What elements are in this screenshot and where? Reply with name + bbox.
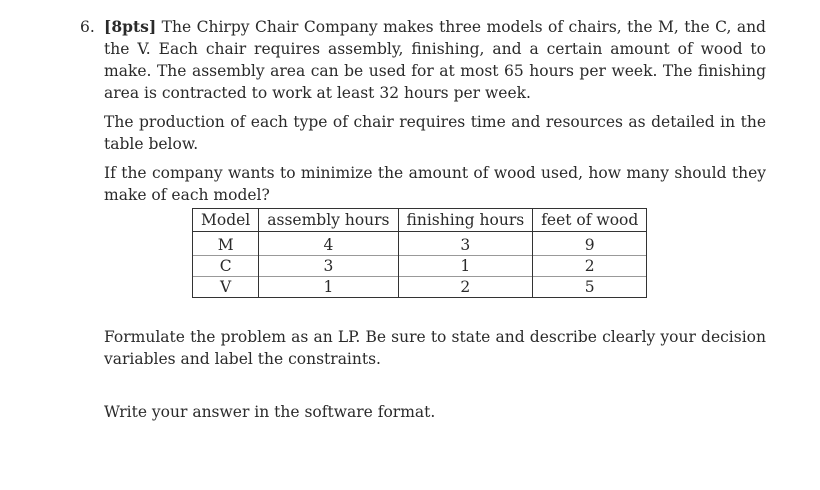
problem-intro-paragraph bbox=[80, 16, 766, 104]
cell-model: M bbox=[193, 232, 259, 256]
question-paragraph: If the company wants to minimize the amount of wood used, how many should they make of each model? bbox=[104, 164, 766, 204]
formulate-paragraph: Formulate the problem as an LP. Be sure to state and describe clearly your decision variables and label the constraints. bbox=[104, 328, 766, 368]
question-number: 6. bbox=[80, 18, 95, 36]
table-container bbox=[192, 208, 766, 298]
table-header-row bbox=[193, 209, 647, 232]
cell-wood: 2 bbox=[533, 256, 647, 277]
cell-model: V bbox=[193, 277, 259, 298]
intro-text: The Chirpy Chair Company makes three models of chairs, the M, the C, and the V. Each chair requires assembly, finishing, and a certain amount of wood to make. The assembly area can be used for at most 65 hours per week. The finishing area is contracted to work at least 32 hours per week. bbox=[104, 18, 766, 102]
problem-6 bbox=[76, 16, 766, 430]
cell-finishing: 1 bbox=[398, 256, 533, 277]
points-label: [8pts] bbox=[104, 17, 157, 36]
header-feet-of-wood: feet of wood bbox=[533, 209, 647, 232]
production-paragraph: The production of each type of chair requires time and resources as detailed in the table below. bbox=[104, 113, 766, 153]
spacer bbox=[76, 377, 766, 401]
cell-assembly: 4 bbox=[259, 232, 398, 256]
header-model: Model bbox=[193, 209, 259, 232]
table-row bbox=[193, 256, 647, 277]
table-row bbox=[193, 277, 647, 298]
cell-assembly: 3 bbox=[259, 256, 398, 277]
cell-finishing: 2 bbox=[398, 277, 533, 298]
resource-table bbox=[192, 208, 647, 298]
cell-wood: 9 bbox=[533, 232, 647, 256]
cell-wood: 5 bbox=[533, 277, 647, 298]
header-assembly-hours: assembly hours bbox=[259, 209, 398, 232]
spacer bbox=[76, 298, 766, 326]
cell-model: C bbox=[193, 256, 259, 277]
header-finishing-hours: finishing hours bbox=[398, 209, 533, 232]
answer-format-paragraph: Write your answer in the software format. bbox=[104, 403, 436, 421]
cell-assembly: 1 bbox=[259, 277, 398, 298]
cell-finishing: 3 bbox=[398, 232, 533, 256]
table-row bbox=[193, 232, 647, 256]
